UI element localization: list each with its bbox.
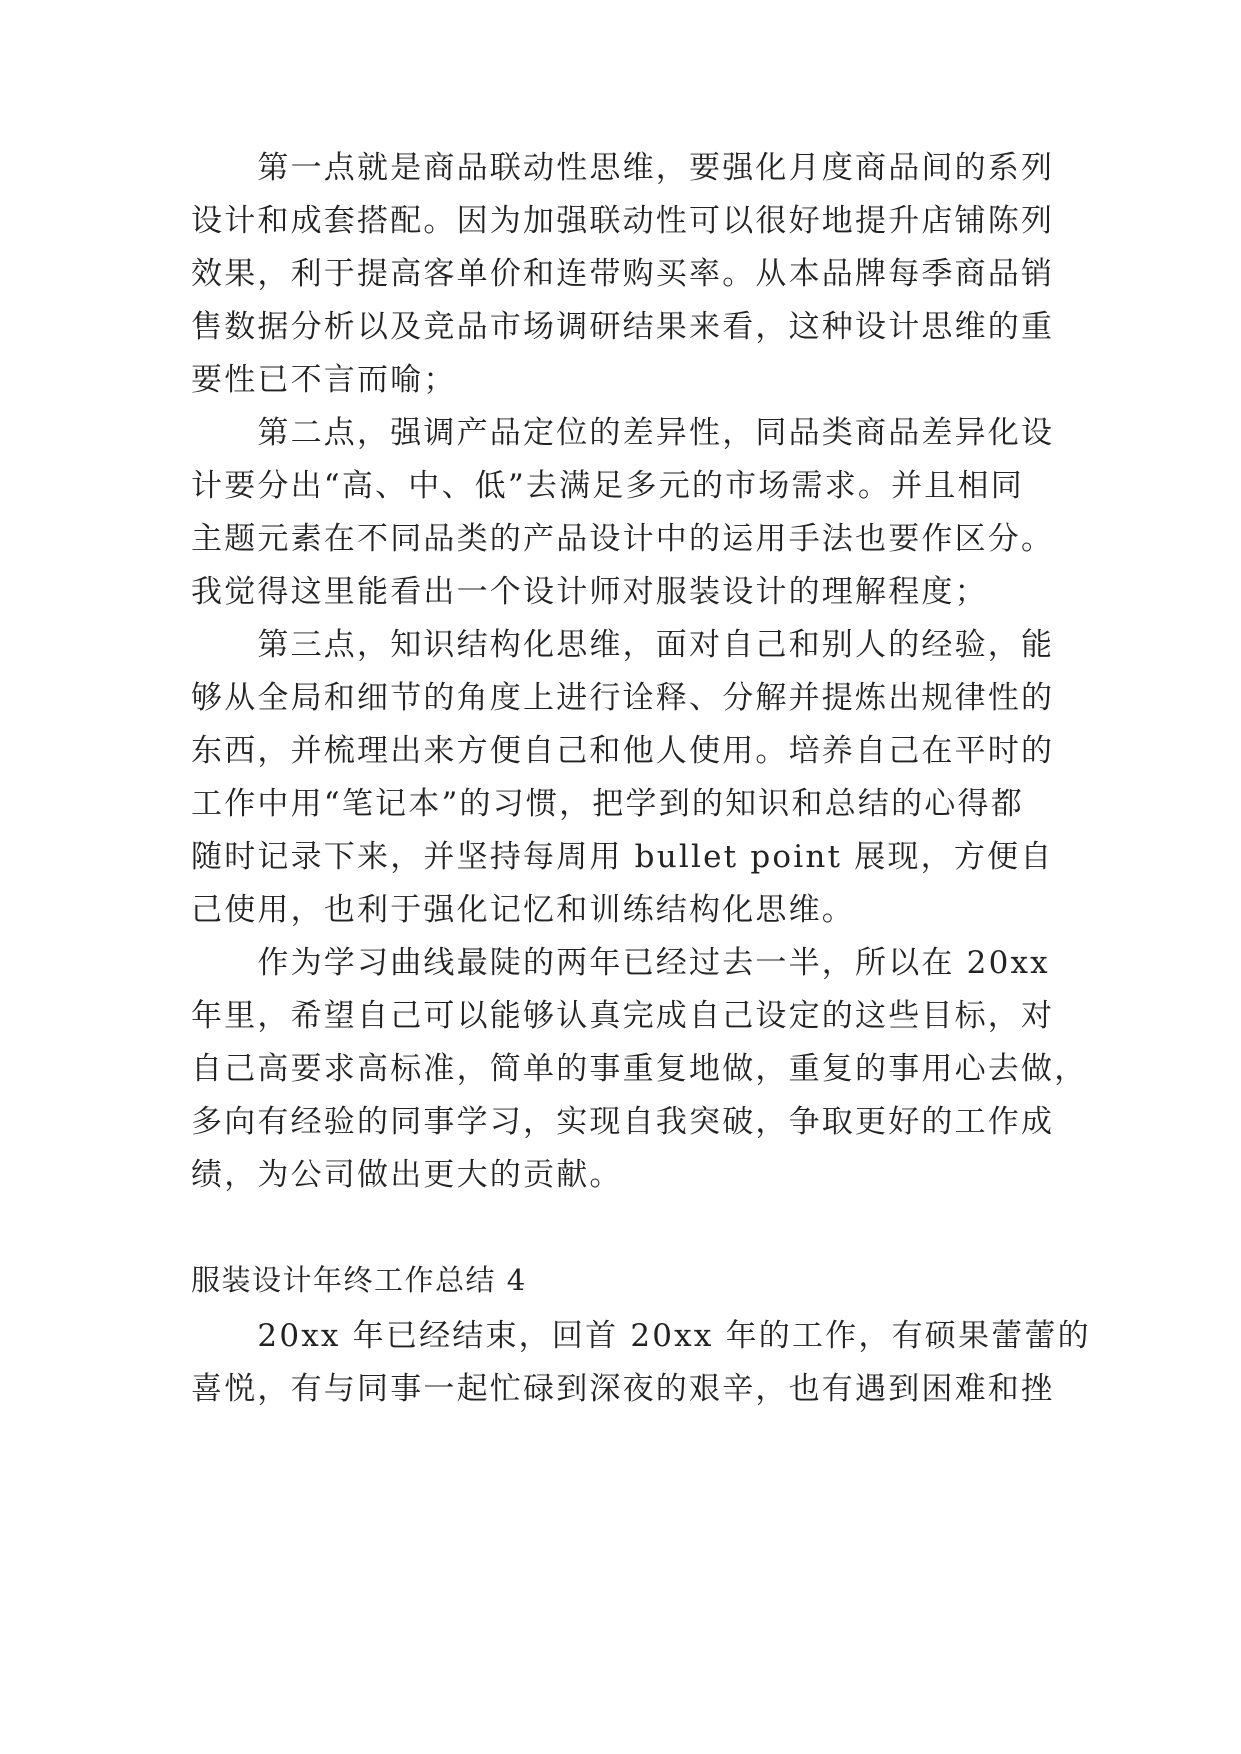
paragraph-2-line: 主题元素在不同品类的产品设计中的运用手法也要作区分。: [191, 521, 1055, 557]
paragraph-1-line: 要性已不言而喻；: [191, 362, 457, 398]
paragraph-3-line: 够从全局和细节的角度上进行诠释、分解并提炼出规律性的: [191, 680, 1055, 716]
paragraph-3-line: 己使用，也利于强化记忆和训练结构化思维。: [191, 892, 855, 928]
paragraph-4-line: 绩，为公司做出更大的贡献。: [191, 1157, 623, 1193]
paragraph-3-line: 东西，并梳理出来方便自己和他人使用。培养自己在平时的: [191, 733, 1055, 769]
paragraph-2-line: 第二点，强调产品定位的差异性，同品类商品差异化设: [191, 415, 1055, 451]
paragraph-4-line: 多向有经验的同事学习，实现自我突破，争取更好的工作成: [191, 1104, 1055, 1140]
paragraph-1-line: 设计和成套搭配。因为加强联动性可以很好地提升店铺陈列: [191, 203, 1055, 239]
paragraph-3-line: 第三点，知识结构化思维，面对自己和别人的经验，能: [191, 627, 1055, 663]
paragraph-5-line: 喜悦，有与同事一起忙碌到深夜的艰辛，也有遇到困难和挫: [191, 1371, 1055, 1407]
paragraph-4-line: 年里，希望自己可以能够认真完成自己设定的这些目标，对: [191, 998, 1055, 1034]
paragraph-2-line: 我觉得这里能看出一个设计师对服装设计的理解程度；: [191, 574, 988, 610]
paragraph-1-line: 第一点就是商品联动性思维，要强化月度商品间的系列: [191, 150, 1055, 186]
paragraph-2-line: 计要分出“高、中、低”去满足多元的市场需求。并且相同: [191, 468, 1024, 504]
paragraph-1-line: 效果，利于提高客单价和连带购买率。从本品牌每季商品销: [191, 256, 1055, 292]
section-heading: 服装设计年终工作总结 4: [191, 1263, 527, 1297]
paragraph-3-line: 随时记录下来，并坚持每周用 bullet point 展现，方便自: [191, 839, 1054, 875]
paragraph-4-line: 自己高要求高标准，简单的事重复地做，重复的事用心去做，: [191, 1051, 1088, 1087]
paragraph-5-line: 20xx 年已经结束，回首 20xx 年的工作，有硕果蕾蕾的: [191, 1318, 1091, 1354]
paragraph-1-line: 售数据分析以及竞品市场调研结果来看，这种设计思维的重: [191, 309, 1055, 345]
paragraph-3-line: 工作中用“笔记本”的习惯，把学到的知识和总结的心得都: [191, 786, 1024, 822]
paragraph-4-line: 作为学习曲线最陡的两年已经过去一半，所以在 20xx: [191, 945, 1050, 981]
